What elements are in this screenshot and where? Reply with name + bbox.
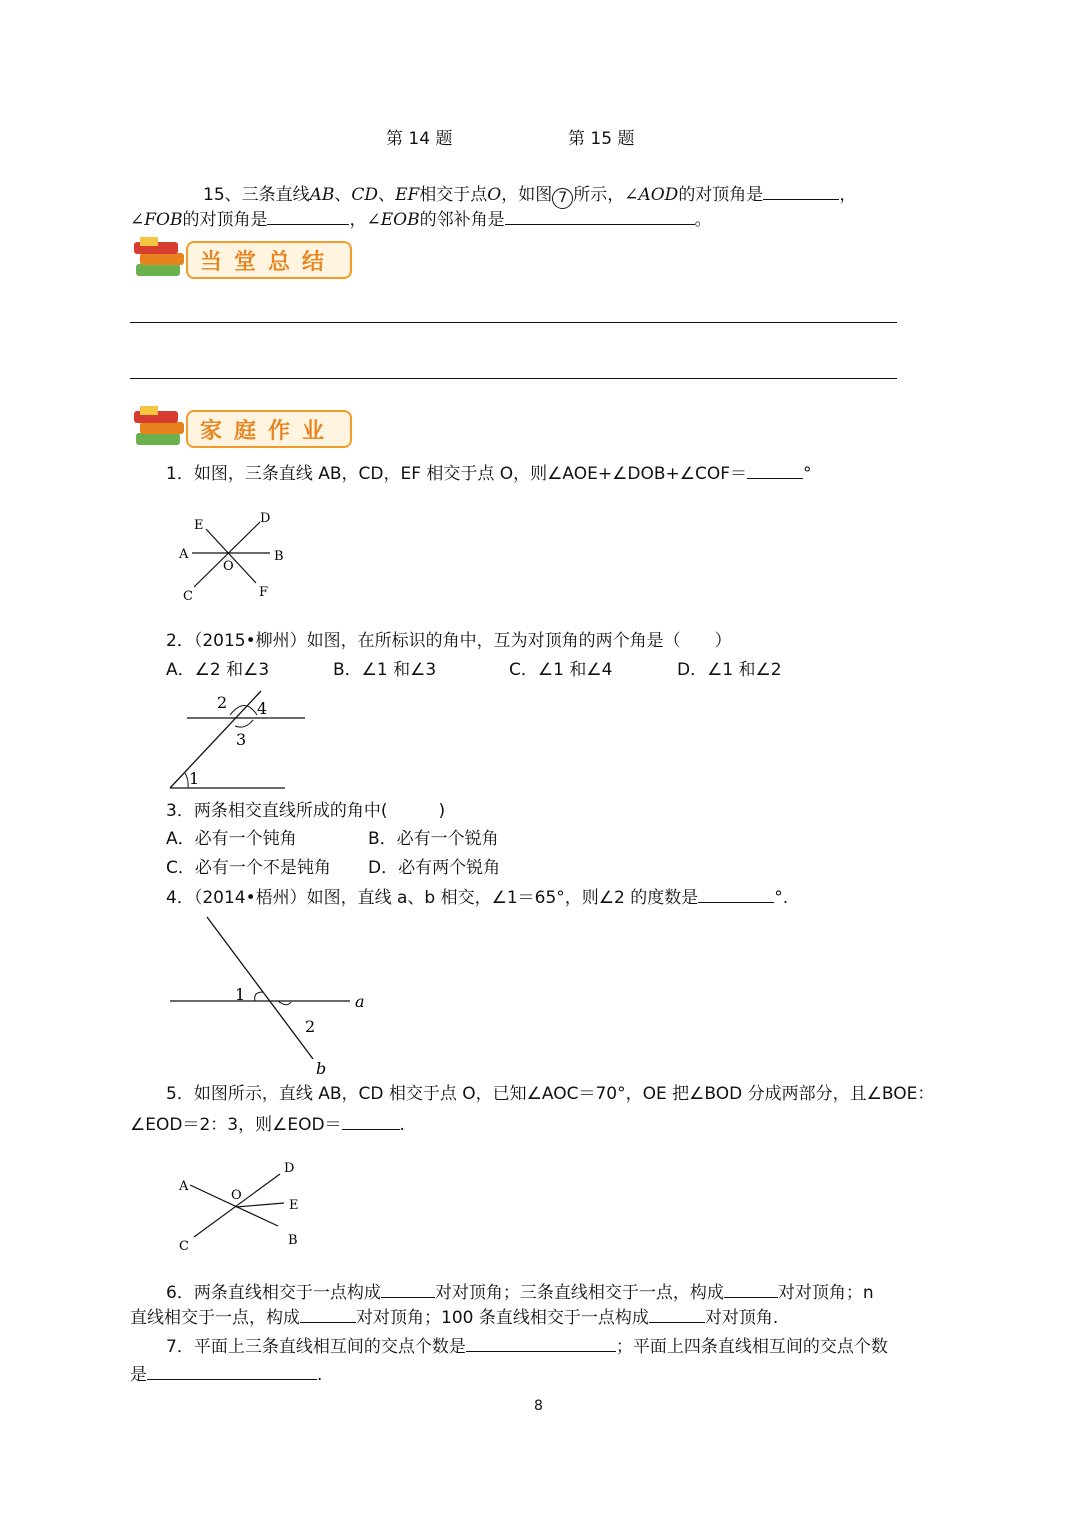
label-o: O [231,1188,242,1203]
summary-line[interactable] [130,378,897,379]
q2-option-a[interactable]: A．∠2 和∠3 [166,660,270,680]
angle-label: 3 [236,730,247,749]
answer-blank[interactable] [267,206,349,225]
line-label: b [316,1059,327,1078]
hw-q6-line1: 6．两条直线相交于一点构成 对对顶角；三条直线相交于一点，构成 对对顶角；n [166,1279,874,1305]
homework-banner [130,403,352,453]
label-c: C [183,589,193,604]
label-b: B [288,1233,298,1248]
summary-line[interactable] [130,322,897,323]
hw-q1: 1．如图，三条直线 AB，CD，EF 相交于点 O，则∠AOE+∠DOB+∠COF＝ ° [166,460,812,486]
answer-blank[interactable] [698,884,774,903]
q2-option-c[interactable]: C．∠1 和∠4 [509,660,613,680]
q3-option-b[interactable]: B．必有一个锐角 [368,829,499,849]
hw-q7-line1: 7．平面上三条直线相互间的交点个数是 ；平面上四条直线相互间的交点个数 [166,1333,888,1359]
q2-option-d[interactable]: D．∠1 和∠2 [677,660,782,680]
answer-blank[interactable] [300,1304,356,1323]
q1-figure [170,505,300,605]
q3-option-c[interactable]: C．必有一个不是钝角 [166,858,331,878]
angle-label: 1 [189,769,200,788]
q2-option-b[interactable]: B．∠1 和∠3 [333,660,437,680]
angle-label: 2 [217,693,228,712]
label-d: D [260,511,271,526]
answer-blank[interactable] [505,206,695,225]
hw-q6-line2: 直线相交于一点，构成 对对顶角；100 条直线相交于一点构成 对对顶角. [130,1304,778,1330]
summary-title: 当堂总结 [200,250,337,275]
answer-blank[interactable] [724,1279,778,1298]
q2-figure [165,688,310,794]
label-b: B [274,549,284,564]
q15-line1: 15、三条直线AB、CD、EF相交于点O，如图 7 所示，∠AOD的对顶角是 ， [203,181,856,209]
label-d: D [284,1161,295,1176]
q3-option-a[interactable]: A．必有一个钝角 [166,829,297,849]
page-number: 8 [534,1398,543,1414]
label-o: O [223,559,234,574]
summary-banner [130,234,352,284]
angle-label: 2 [305,1017,316,1036]
line-label: a [355,992,365,1011]
hw-q2: 2．（2015•柳州）如图，在所标识的角中，互为对顶角的两个角是（ ） [166,631,732,651]
caption-fig14: 第 14 题 [386,129,453,149]
hw-q5-line1: 5．如图所示，直线 AB，CD 相交于点 O，已知∠AOC＝70°，OE 把∠BOD 分成两部分，且∠BOE： [166,1084,935,1104]
hw-q4: 4．（2014•梧州）如图，直线 a、b 相交，∠1＝65°，则∠2 的度数是 °. [166,884,788,910]
circled-number: 7 [552,188,573,209]
homework-title: 家庭作业 [200,419,337,444]
hw-q7-line2: 是 . [130,1361,322,1387]
q5-figure [170,1155,310,1255]
hw-q5-line2: ∠EOD＝2：3，则∠EOD＝ . [130,1111,405,1137]
answer-blank[interactable] [381,1279,435,1298]
hw-q3: 3．两条相交直线所成的角中( ) [166,801,446,821]
label-a: A [179,547,189,562]
label-e: E [194,518,204,533]
q15-line2: ∠FOB的对顶角是 ，∠EOB的邻补角是 。 [130,206,712,232]
label-c: C [179,1239,189,1254]
answer-blank[interactable] [342,1111,400,1130]
label-a: A [179,1179,189,1194]
label-f: F [259,585,269,600]
answer-blank[interactable] [147,1361,317,1380]
answer-blank[interactable] [466,1333,616,1352]
answer-blank[interactable] [747,460,803,479]
label-e: E [289,1198,299,1213]
q3-option-d[interactable]: D．必有两个锐角 [368,858,501,878]
angle-label: 1 [235,985,246,1004]
caption-fig15: 第 15 题 [568,129,635,149]
answer-blank[interactable] [649,1304,705,1323]
angle-label: 4 [257,699,268,718]
q4-figure [165,912,375,1082]
answer-blank[interactable] [763,181,839,200]
